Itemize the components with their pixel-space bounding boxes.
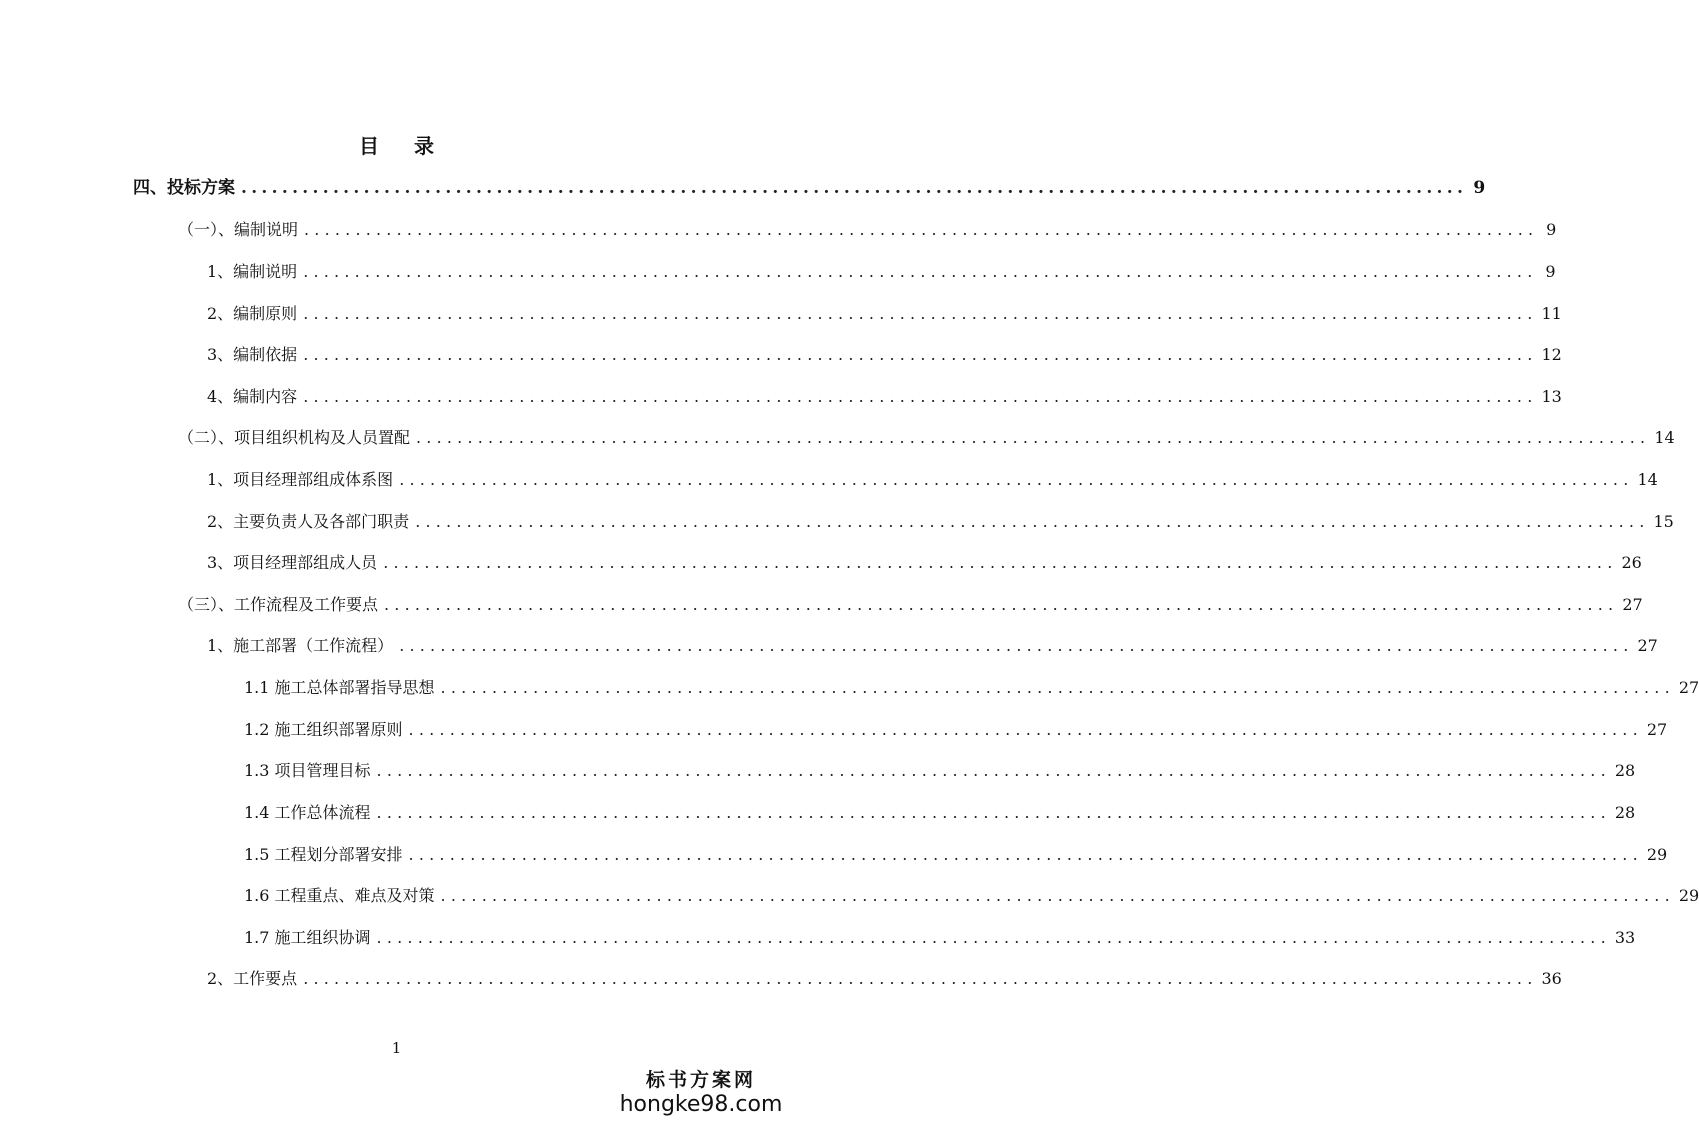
toc-entry-label: 四、投标方案 xyxy=(133,178,235,198)
toc-entry[interactable] xyxy=(244,759,1636,783)
page-number: 1 xyxy=(391,1039,402,1057)
toc-leader-dots: ........................................................................................................................ xyxy=(304,220,1539,239)
toc-entry[interactable] xyxy=(207,634,1658,658)
toc-leader-dots: ........................................................................................................................ xyxy=(384,595,1619,614)
watermark-site-name: 标书方案网 xyxy=(645,1069,756,1091)
toc-entry[interactable] xyxy=(244,801,1636,825)
toc-entry-page: 28 xyxy=(1614,761,1636,780)
toc-entry[interactable] xyxy=(207,468,1658,492)
toc-entry-label: 4、编制内容 xyxy=(207,387,298,406)
toc-leader-dots: ........................................................................................................................ xyxy=(303,262,1538,281)
toc-entry-label: 1.1 施工总体部署指导思想 xyxy=(244,678,435,697)
toc-leader-dots: ........................................................................................................................ xyxy=(440,886,1675,905)
toc-entry-page: 15 xyxy=(1653,512,1674,531)
toc-entry-label: 1、编制说明 xyxy=(207,262,298,281)
toc-leader-dots: ........................................................................................................................ xyxy=(376,803,1611,822)
toc-entry-label: 1.5 工程划分部署安排 xyxy=(244,845,403,864)
toc-leader-dots: ........................................................................................................................ xyxy=(399,636,1634,655)
toc-entry-label: 1.2 施工组织部署原则 xyxy=(244,720,403,739)
site-watermark xyxy=(616,1068,786,1118)
toc-entry-page: 27 xyxy=(1678,678,1699,697)
toc-entry-page: 33 xyxy=(1614,928,1636,947)
toc-entry-label: 1.3 项目管理目标 xyxy=(244,761,371,780)
toc-entry-label: （一）、编制说明 xyxy=(178,220,299,239)
toc-entry[interactable] xyxy=(207,967,1562,991)
toc-entry-page: 29 xyxy=(1646,845,1668,864)
toc-entry-label: 3、编制依据 xyxy=(207,345,298,364)
toc-entry-label: 2、工作要点 xyxy=(207,969,298,988)
toc-entry-page: 27 xyxy=(1637,636,1658,655)
toc-entry-page: 9 xyxy=(1473,178,1486,198)
toc-entry-label: 3、项目经理部组成人员 xyxy=(207,553,378,572)
toc-entry-page: 27 xyxy=(1622,595,1643,614)
toc-entry[interactable] xyxy=(207,551,1642,575)
toc-entry-label: 1、项目经理部组成体系图 xyxy=(207,470,394,489)
toc-leader-dots: ........................................................................................................................ xyxy=(376,761,1611,780)
toc-entry-label: 2、编制原则 xyxy=(207,304,298,323)
toc-entry-page: 27 xyxy=(1646,720,1668,739)
toc-entry-page: 14 xyxy=(1654,428,1675,447)
toc-entry-label: 1、施工部署（工作流程） xyxy=(207,636,394,655)
toc-entry-page: 9 xyxy=(1545,262,1556,281)
toc-entry-section-2[interactable] xyxy=(178,426,1675,450)
toc-entry[interactable] xyxy=(244,718,1668,742)
toc-entry-section-3[interactable] xyxy=(178,593,1643,617)
toc-entry-page: 36 xyxy=(1541,969,1562,988)
toc-entry-label: （二）、项目组织机构及人员置配 xyxy=(178,428,411,447)
toc-entry-label: 2、主要负责人及各部门职责 xyxy=(207,512,410,531)
toc-leader-dots: ........................................................................................................................ xyxy=(408,845,1643,864)
toc-entry[interactable] xyxy=(244,676,1699,700)
toc-entry-section-1[interactable] xyxy=(178,218,1557,242)
toc-entry-page: 12 xyxy=(1541,345,1562,364)
toc-entry-label: （三）、工作流程及工作要点 xyxy=(178,595,379,614)
toc-entry-label: 1.4 工作总体流程 xyxy=(244,803,371,822)
toc-entry-page: 29 xyxy=(1678,886,1699,905)
toc-leader-dots: ........................................................................................................................ xyxy=(440,678,1675,697)
toc-leader-dots: ........................................................................................................................ xyxy=(415,512,1650,531)
toc-leader-dots: ........................................................................................................................ xyxy=(303,304,1538,323)
toc-leader-dots: ........................................................................................................................ xyxy=(399,470,1634,489)
toc-entry[interactable] xyxy=(244,884,1699,908)
toc-entry-label: 1.7 施工组织协调 xyxy=(244,928,371,947)
toc-entry-label: 1.6 工程重点、难点及对策 xyxy=(244,886,435,905)
toc-leader-dots: ........................................................................................................................ xyxy=(408,720,1643,739)
toc-entry-bid-plan[interactable] xyxy=(133,176,1486,200)
toc-leader-dots: ........................................................................................................................ xyxy=(303,345,1538,364)
toc-entry[interactable] xyxy=(207,302,1562,326)
toc-entry-page: 28 xyxy=(1614,803,1636,822)
toc-entry-page: 26 xyxy=(1621,553,1642,572)
toc-leader-dots: ........................................................................................................................ xyxy=(241,178,1468,198)
toc-entry[interactable] xyxy=(207,260,1556,284)
toc-leader-dots: ........................................................................................................................ xyxy=(303,387,1538,406)
toc-entry-page: 11 xyxy=(1541,304,1562,323)
toc-entry[interactable] xyxy=(244,926,1636,950)
toc-entry-page: 13 xyxy=(1541,387,1562,406)
toc-leader-dots: ........................................................................................................................ xyxy=(303,969,1538,988)
toc-leader-dots: ........................................................................................................................ xyxy=(416,428,1651,447)
toc-entry-page: 14 xyxy=(1637,470,1658,489)
toc-title: 目 录 xyxy=(359,134,448,158)
toc-entry[interactable] xyxy=(244,843,1668,867)
toc-entry-page: 9 xyxy=(1546,220,1557,239)
toc-leader-dots: ........................................................................................................................ xyxy=(376,928,1611,947)
toc-entry[interactable] xyxy=(207,510,1674,534)
toc-leader-dots: ........................................................................................................................ xyxy=(383,553,1618,572)
toc-entry[interactable] xyxy=(207,385,1562,409)
watermark-site-url: hongke98.com xyxy=(619,1092,783,1117)
toc-entry[interactable] xyxy=(207,343,1562,367)
